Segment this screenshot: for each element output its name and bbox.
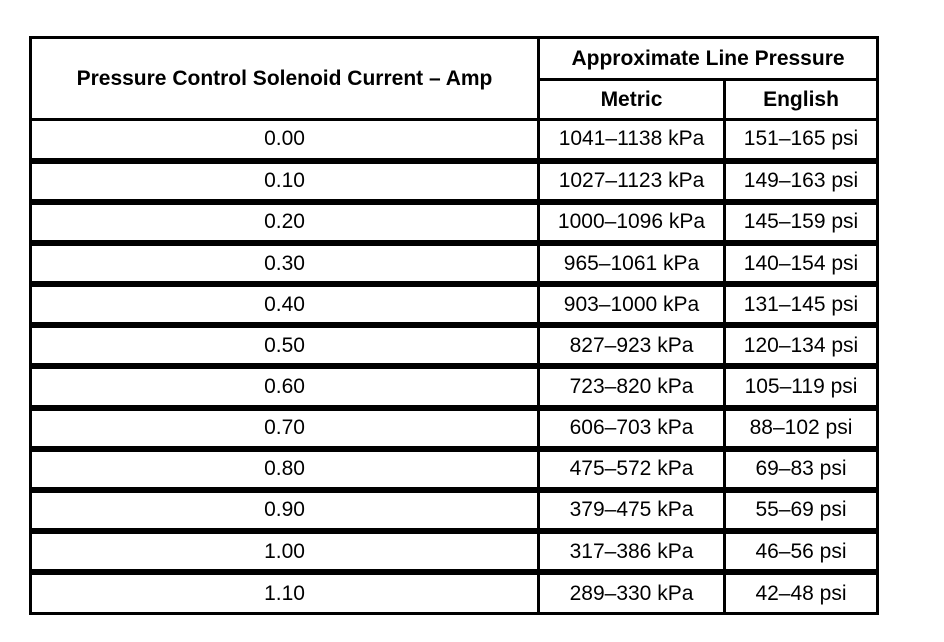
table-row — [31, 531, 878, 572]
table-row — [31, 572, 878, 613]
cell-metric: 289–330 kPa — [539, 572, 725, 613]
cell-metric: 379–475 kPa — [539, 490, 725, 531]
cell-metric: 1000–1096 kPa — [539, 202, 725, 243]
header-line-pressure: Approximate Line Pressure — [539, 38, 878, 80]
cell-english: 88–102 psi — [725, 408, 878, 449]
table-row — [31, 490, 878, 531]
table-row — [31, 366, 878, 407]
cell-english: 42–48 psi — [725, 572, 878, 613]
cell-current: 0.10 — [31, 161, 539, 202]
header-current: Pressure Control Solenoid Current – Amp — [31, 38, 539, 120]
table-row — [31, 161, 878, 202]
table-row — [31, 325, 878, 366]
cell-english: 69–83 psi — [725, 449, 878, 490]
cell-current: 0.80 — [31, 449, 539, 490]
cell-current: 1.00 — [31, 531, 539, 572]
cell-metric: 827–923 kPa — [539, 325, 725, 366]
cell-current: 0.60 — [31, 366, 539, 407]
cell-metric: 317–386 kPa — [539, 531, 725, 572]
table-row — [31, 202, 878, 243]
cell-metric: 723–820 kPa — [539, 366, 725, 407]
cell-metric: 1041–1138 kPa — [539, 120, 725, 161]
cell-current: 0.00 — [31, 120, 539, 161]
cell-current: 0.50 — [31, 325, 539, 366]
header-english: English — [725, 80, 878, 120]
cell-metric: 475–572 kPa — [539, 449, 725, 490]
cell-metric: 965–1061 kPa — [539, 243, 725, 284]
cell-english: 140–154 psi — [725, 243, 878, 284]
header-row-top — [31, 38, 878, 80]
cell-current: 0.40 — [31, 284, 539, 325]
cell-current: 1.10 — [31, 572, 539, 613]
cell-english: 149–163 psi — [725, 161, 878, 202]
cell-current: 0.70 — [31, 408, 539, 449]
table-row — [31, 284, 878, 325]
cell-current: 0.20 — [31, 202, 539, 243]
cell-english: 131–145 psi — [725, 284, 878, 325]
cell-english: 145–159 psi — [725, 202, 878, 243]
header-metric: Metric — [539, 80, 725, 120]
cell-english: 151–165 psi — [725, 120, 878, 161]
cell-english: 105–119 psi — [725, 366, 878, 407]
cell-english: 55–69 psi — [725, 490, 878, 531]
cell-english: 46–56 psi — [725, 531, 878, 572]
table-row — [31, 449, 878, 490]
cell-metric: 903–1000 kPa — [539, 284, 725, 325]
table-row — [31, 120, 878, 161]
table-row — [31, 408, 878, 449]
cell-metric: 606–703 kPa — [539, 408, 725, 449]
cell-english: 120–134 psi — [725, 325, 878, 366]
table-body — [31, 120, 878, 614]
cell-current: 0.30 — [31, 243, 539, 284]
line-pressure-table — [29, 36, 879, 615]
cell-current: 0.90 — [31, 490, 539, 531]
table-row — [31, 243, 878, 284]
cell-metric: 1027–1123 kPa — [539, 161, 725, 202]
